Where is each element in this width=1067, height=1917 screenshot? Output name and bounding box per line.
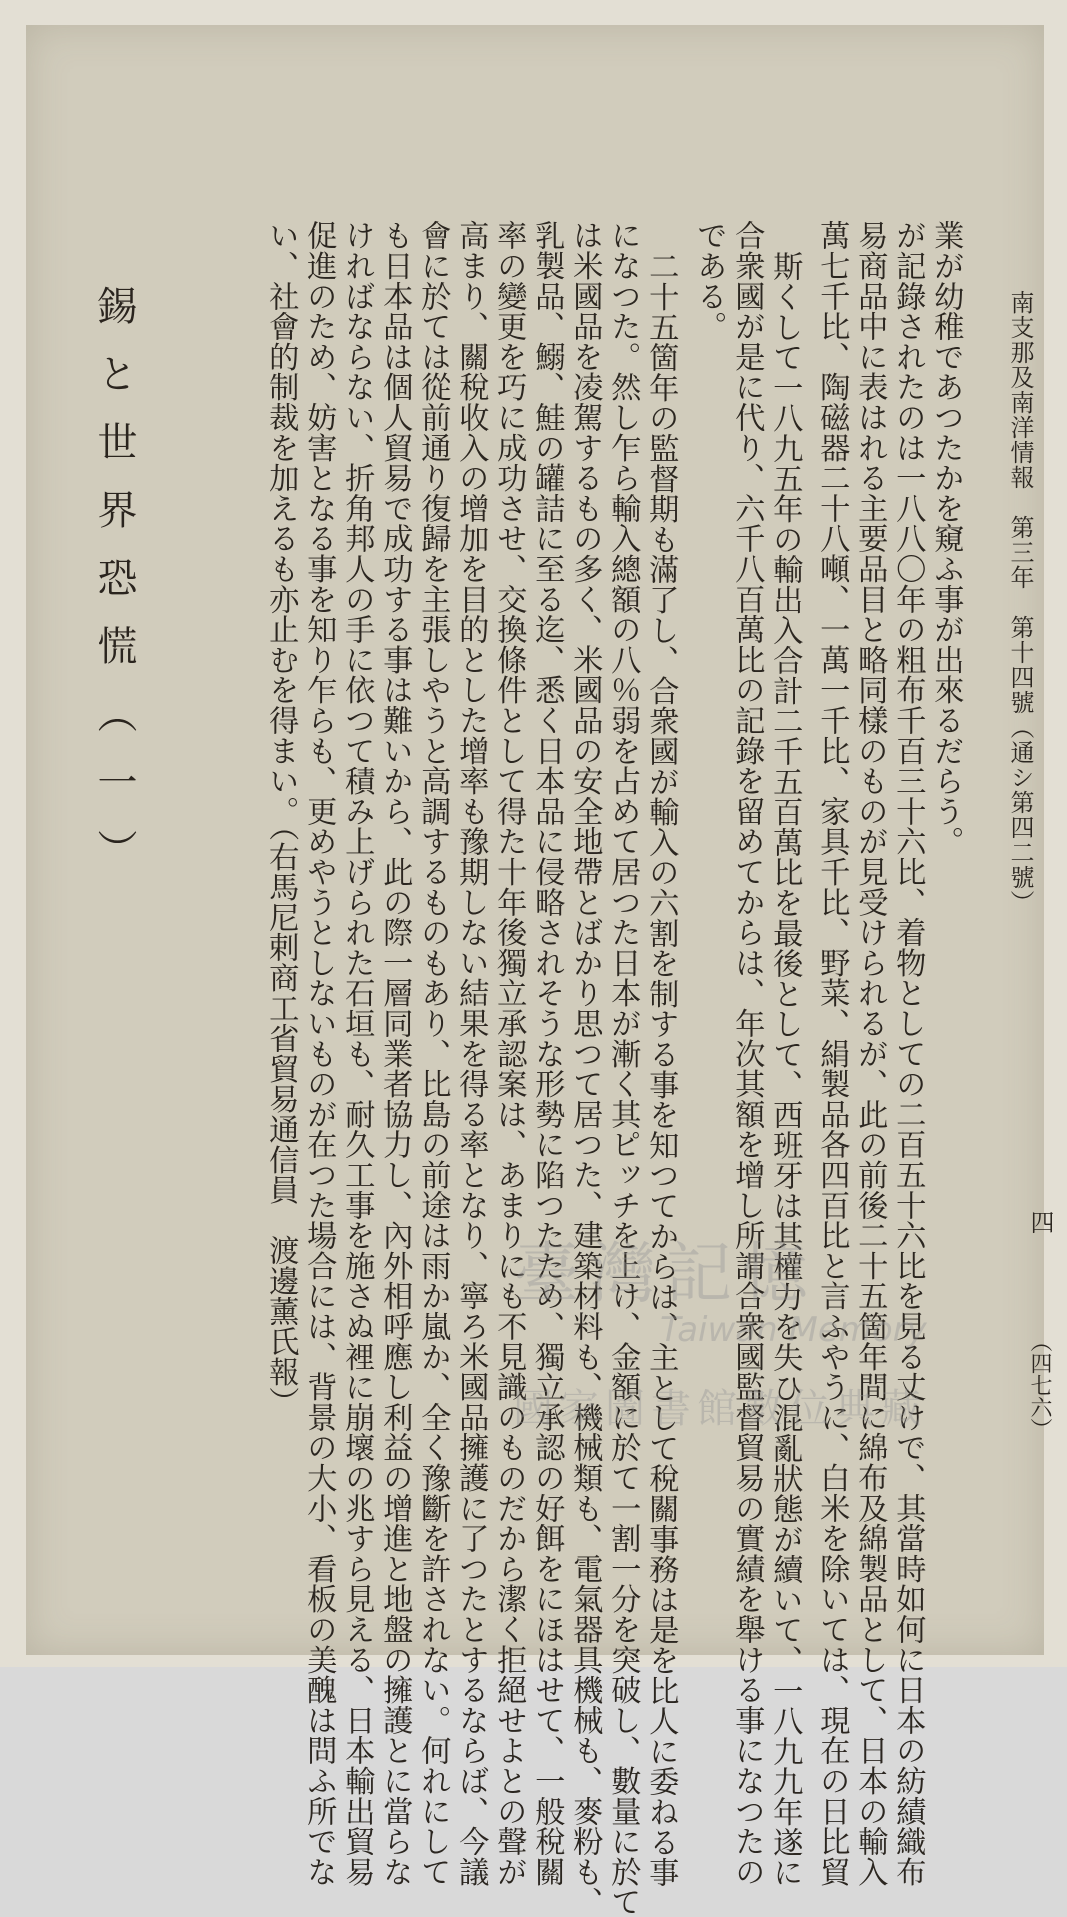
page-number: 四 xyxy=(1026,1210,1054,1238)
text-line: 二十五箇年の監督期も滿了し、合衆國が輸入の六割を制する事を知つてからは、主として稅關事務は是を比人に委ねる事 xyxy=(643,251,679,1888)
text-line: は米國品を凌駕するもの多く、米國品の安全地帶とばかり思つて居つた、建築材料も、機械類も、電氣器具機械も、麥粉も、 xyxy=(567,220,603,1917)
running-header: 南支那及南洋情報 第三年 第十四號（通シ第四二號） xyxy=(1006,290,1034,915)
section-title: 錫と世界恐慌（一） xyxy=(91,285,137,897)
text-line: ければならない、折角邦人の手に依つて積み上げられた石垣も、耐久工事を施さぬ裡に崩壞の兆すら見える、日本輸出貿易 xyxy=(339,220,375,1887)
watermark-english: Taiwan Memory xyxy=(660,1310,927,1350)
text-line: 率の變更を巧に成功させ、交換條件として得た十年後獨立承認案は、あまりにも不見識のものだから潔く拒絕せよとの聲が xyxy=(491,220,527,1887)
text-line: 高まり、關稅收入の增加を目的とした增率も豫期しない結果を得る率となり、寧ろ米國品擁護に了つたとするならば、今議 xyxy=(453,220,489,1887)
total-page-number: （四七六） xyxy=(1027,1330,1052,1440)
text-line: 萬七千比、陶磁器二十八噸、一萬一千比、家具千比、野菜、絹製品各四百比と言ふやうに、白米を除いては、現在の日比貿 xyxy=(814,220,850,1887)
text-line: も日本品は個人貿易で成功する事は難いから、此の際一層同業者協力し、內外相呼應し利益の增進と地盤の擁護とに當らな xyxy=(377,220,413,1887)
text-line: 斯くして一八九五年の輸出入合計二千五百萬比を最後として、西班牙は其權力を失ひ混亂狀態が續いて、一八九九年遂に xyxy=(767,251,803,1888)
text-line: になつた。然し乍ら輸入總額の八％弱を占めて居つた日本が漸く其ピッチを上け、金額に於て一割一分を突破し、數量に於て xyxy=(605,220,641,1917)
book-page xyxy=(26,25,1054,1917)
text-line: 會に於ては從前通り復歸を主張しやうと高調するものもあり、比島の前途は雨か嵐か、全く豫斷を許されない。何れにして xyxy=(415,220,451,1887)
text-line: 促進のため、妨害となる事を知り乍らも、更めやうとしないものが在つた場合には、背景の大小、看板の美醜は問ふ所でな xyxy=(301,220,337,1887)
text-line: 合衆國が是に代り、六千八百萬比の記錄を留めてからは、年次其額を增し所謂合衆國監督貿易の實績を舉ける事になつたの xyxy=(729,220,765,1887)
watermark-logo-text: 臺灣記憶 xyxy=(514,1235,818,1312)
text-line: が記錄されたのは一八八〇年の粗布千百三十六比、着物としての二百五十六比を見る丈けで、其當時如何に日本の紡績織布 xyxy=(890,220,926,1887)
text-line: 業が幼稚であつたかを窺ふ事が出來るだらう。 xyxy=(928,220,964,857)
text-line: い、社會的制裁を加えるも亦止むを得まい。（右馬尼剌商工省貿易通信員 渡邊薰氏報） xyxy=(263,220,299,1417)
text-line: 乳製品、鰯、鮭の罐詰に至る迄、悉く日本品に侵略されそうな形勢に陷つたため、獨立承認の好餌をにほはせて、一般稅關 xyxy=(529,220,565,1887)
watermark-institution: 國家圖書館數位典藏 xyxy=(513,1386,927,1432)
text-line: 易商品中に表はれる主要品目と略同樣のものが見受けられるが、此の前後二十五箇年間に綿布及綿製品として、日本の輸入 xyxy=(852,220,888,1887)
text-line: である。 xyxy=(691,220,727,342)
